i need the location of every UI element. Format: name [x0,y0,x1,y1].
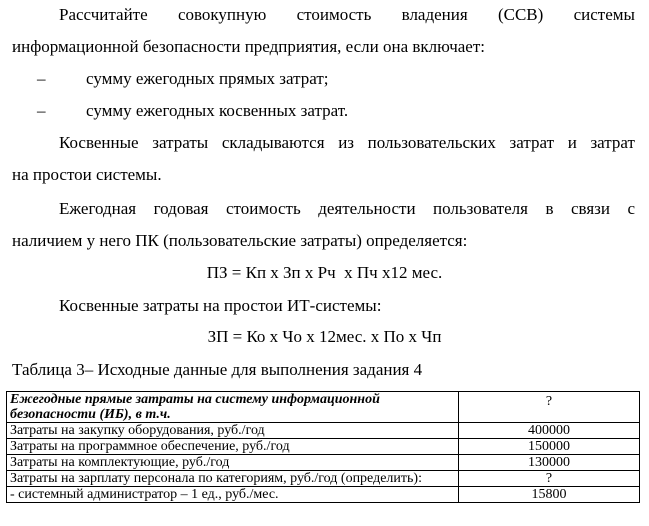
row-value: 130000 [459,455,640,471]
word: Рассчитайте [59,5,148,24]
paragraph-2-line-2: на простои системы. [12,165,162,184]
row-label: Затраты на зарплату персонала по категориям, руб./год (определить): [7,471,459,487]
word: из [338,133,355,152]
paragraph-4: Косвенные затраты на простои ИТ-системы: [59,296,382,315]
word: годовая [153,199,209,218]
word: затрат [509,133,555,152]
bullet-item-2: сумму ежегодных косвенных затрат. [86,101,349,120]
row-label: Затраты на комплектующие, руб./год [7,455,459,471]
word: пользователя [433,199,528,218]
word: стоимость [296,5,372,24]
row-value: 400000 [459,423,640,439]
word: Косвенные [59,133,139,152]
word: с [627,199,635,218]
paragraph-1-line-1 [59,5,635,25]
word: пользовательских [367,133,496,152]
paragraph-2-line-1 [59,133,635,153]
bullet-dash-1: – [37,69,46,88]
word: и [567,133,577,152]
word: стоимость [225,199,301,218]
table-caption: Таблица 3– Исходные данные для выполнения задания 4 [12,360,423,379]
table-row [7,487,640,503]
row-value: 150000 [459,439,640,455]
row-label: Затраты на программное обеспечение, руб./год [7,439,459,455]
header-label-cell: Ежегодные прямые затраты на систему информационной безопасности (ИБ), в т.ч. [7,392,459,423]
formula-zp: ЗП = Ко х Чо х 12мес. х По х Чп [207,327,442,346]
word: затрат [590,133,635,152]
word: Ежегодная [59,199,137,218]
paragraph-3-line-2: наличием у него ПК (пользовательские затраты) определяется: [12,231,468,250]
header-value-cell: ? [459,392,640,423]
word: складываются [221,133,325,152]
row-value: ? [459,471,640,487]
word: совокупную [177,5,267,24]
word: системы [573,5,635,24]
word: затраты [152,133,209,152]
word: владения [401,5,468,24]
bullet-item-1: сумму ежегодных прямых затрат; [86,69,329,88]
word: связи [570,199,610,218]
bullet-dash-2: – [37,101,46,120]
formula-pz: ПЗ = Кп х Зп х Рч х Пч х12 мес. [206,263,443,282]
table-row [7,455,640,471]
table-row [7,439,640,455]
input-data-table [6,391,640,503]
word: деятельности [318,199,416,218]
word: в [545,199,554,218]
row-value: 15800 [459,487,640,503]
table-header-row [7,392,640,423]
paragraph-3-line-1 [59,199,635,219]
row-label: - системный администратор – 1 ед., руб./мес. [7,487,459,503]
table-row [7,471,640,487]
paragraph-1-line-2: информационной безопасности предприятия, если она включает: [12,37,485,56]
row-label: Затраты на закупку оборудования, руб./год [7,423,459,439]
word: (ССВ) [497,5,544,24]
table-row [7,423,640,439]
